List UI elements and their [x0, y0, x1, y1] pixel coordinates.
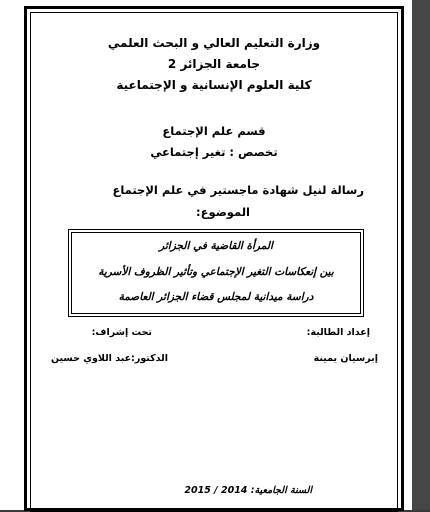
ministry-title: وزارة التعليم العالي و البحث العلمي [107, 36, 321, 50]
viewer-background [412, 0, 430, 510]
specialty-label: تخصص : تغير إجتماعي [150, 145, 278, 159]
subject-label: الموضوع: [196, 205, 250, 219]
supervisor-label: تحت إشراف: [91, 327, 152, 338]
academic-year: السنة الجامعية: 2014 / 2015 [184, 485, 312, 496]
topic-study-scope: دراسة ميدانية لمجلس قضاء الجزائر العاصمة [118, 291, 314, 303]
department-name: قسم علم الإجتماع [162, 124, 266, 138]
thesis-purpose: رسالة لنيل شهادة ماجستير في علم الإجتماع [112, 183, 364, 197]
faculty-title: كلية العلوم الإنسانية و الإجتماعية [116, 78, 312, 92]
prepared-by-label: إعداد الطالبة: [306, 327, 370, 338]
supervisor-name: الدكتور:عبد اللاوي حسين [51, 353, 168, 364]
student-name: إبرسيان يمينة [313, 353, 378, 364]
topic-subtitle: بين إنعكاسات التغير الإجتماعي وتأثير الظروف الأسرية [98, 266, 334, 278]
topic-title: المرأة القاضية في الجزائر [159, 240, 273, 252]
university-title: جامعة الجزائر 2 [167, 57, 261, 71]
